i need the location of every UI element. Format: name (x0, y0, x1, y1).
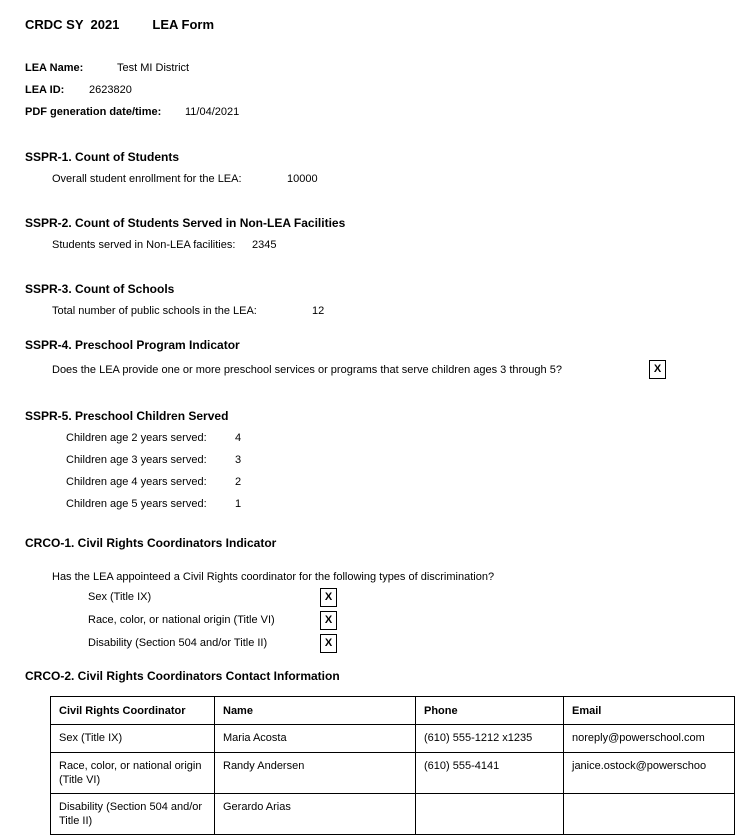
section-title: CRCO-1. Civil Rights Coordinators Indicator (25, 536, 277, 550)
section-sspr3 (25, 282, 734, 318)
enrollment-label: Overall student enrollment for the LEA: (52, 173, 242, 185)
children-age-value: 2 (235, 476, 242, 488)
children-served-row (66, 431, 734, 445)
children-age-label: Children age 5 years served: (66, 498, 207, 510)
children-age-label: Children age 4 years served: (66, 476, 207, 488)
lea-id-value: 2623820 (89, 84, 132, 96)
coordinators-table (50, 696, 735, 835)
coordinator-indicator-row (88, 610, 734, 630)
section-sspr2 (25, 216, 734, 252)
document-title-row (25, 18, 734, 32)
children-age-value: 1 (235, 498, 242, 510)
coordinator-type-label: Race, color, or national origin (Title VI) (88, 614, 275, 626)
coordinator-checkbox: X (320, 611, 337, 630)
table-row (51, 753, 735, 794)
lea-id-line (25, 83, 734, 97)
table-header-row (51, 697, 735, 725)
cell-email: janice.ostock@powerschoo (564, 753, 735, 794)
children-served-row (66, 453, 734, 467)
section-crco1 (25, 536, 734, 653)
column-header-name: Name (215, 697, 416, 725)
table-row (51, 725, 735, 753)
children-age-value: 4 (235, 432, 242, 444)
children-served-row (66, 497, 734, 511)
coordinator-indicator-row (88, 633, 734, 653)
coordinator-checkbox: X (320, 634, 337, 653)
coordinator-checkbox: X (320, 588, 337, 607)
section-title: SSPR-2. Count of Students Served in Non-LEA Facilities (25, 216, 346, 230)
non-lea-facilities-value: 2345 (252, 239, 277, 251)
cell-coordinator-type: Race, color, or national origin (Title VI) (51, 753, 215, 794)
cell-name: Randy Andersen (215, 753, 416, 794)
school-count-line (52, 304, 734, 318)
children-age-label: Children age 2 years served: (66, 432, 207, 444)
non-lea-facilities-line (52, 238, 734, 252)
lea-meta-block (25, 61, 734, 119)
table-row (51, 794, 735, 835)
section-title: SSPR-3. Count of Schools (25, 282, 175, 296)
pdf-generation-value: 11/04/2021 (185, 106, 240, 118)
coordinator-type-label: Disability (Section 504 and/or Title II) (88, 637, 268, 649)
enrollment-line (52, 172, 734, 186)
preschool-indicator-checkbox: X (649, 360, 666, 379)
cell-name: Maria Acosta (215, 725, 416, 753)
coordinator-question-text: Has the LEA appointeed a Civil Rights coordinator for the following types of discrimination? (52, 571, 495, 583)
column-header-phone: Phone (416, 697, 564, 725)
form-title: LEA Form (152, 17, 215, 32)
column-header-email: Email (564, 697, 735, 725)
children-served-row (66, 475, 734, 489)
section-crco2 (25, 669, 734, 835)
cell-phone: (610) 555-4141 (416, 753, 564, 794)
lea-name-line (25, 61, 734, 75)
coordinator-type-label: Sex (Title IX) (88, 591, 152, 603)
school-count-value: 12 (312, 305, 325, 317)
preschool-question-line (52, 360, 666, 379)
program-title: CRDC SY 2021 (25, 17, 120, 32)
enrollment-value: 10000 (287, 173, 318, 185)
cell-coordinator-type: Disability (Section 504 and/or Title II) (51, 794, 215, 835)
cell-email: noreply@powerschool.com (564, 725, 735, 753)
school-count-label: Total number of public schools in the LEA: (52, 305, 257, 317)
cell-email (564, 794, 735, 835)
pdf-generation-line (25, 105, 734, 119)
cell-name: Gerardo Arias (215, 794, 416, 835)
pdf-generation-label: PDF generation date/time: (25, 106, 162, 118)
section-title: SSPR-1. Count of Students (25, 150, 179, 164)
section-sspr1 (25, 150, 734, 186)
lea-name-value: Test MI District (117, 62, 190, 74)
children-age-label: Children age 3 years served: (66, 454, 207, 466)
non-lea-facilities-label: Students served in Non-LEA facilities: (52, 239, 236, 251)
cell-phone (416, 794, 564, 835)
preschool-question-text: Does the LEA provide one or more preschool services or programs that serve children ages 3 through 5? (52, 363, 562, 376)
section-title: SSPR-4. Preschool Program Indicator (25, 338, 240, 352)
coordinator-indicator-row (88, 587, 734, 607)
section-title: SSPR-5. Preschool Children Served (25, 409, 229, 423)
cell-phone: (610) 555-1212 x1235 (416, 725, 564, 753)
lea-id-label: LEA ID: (25, 84, 65, 96)
children-age-value: 3 (235, 454, 242, 466)
column-header-coordinator: Civil Rights Coordinator (51, 697, 215, 725)
section-sspr5 (25, 409, 734, 511)
section-sspr4 (25, 338, 734, 379)
cell-coordinator-type: Sex (Title IX) (51, 725, 215, 753)
section-title: CRCO-2. Civil Rights Coordinators Contact Information (25, 669, 340, 683)
lea-name-label: LEA Name: (25, 62, 84, 74)
